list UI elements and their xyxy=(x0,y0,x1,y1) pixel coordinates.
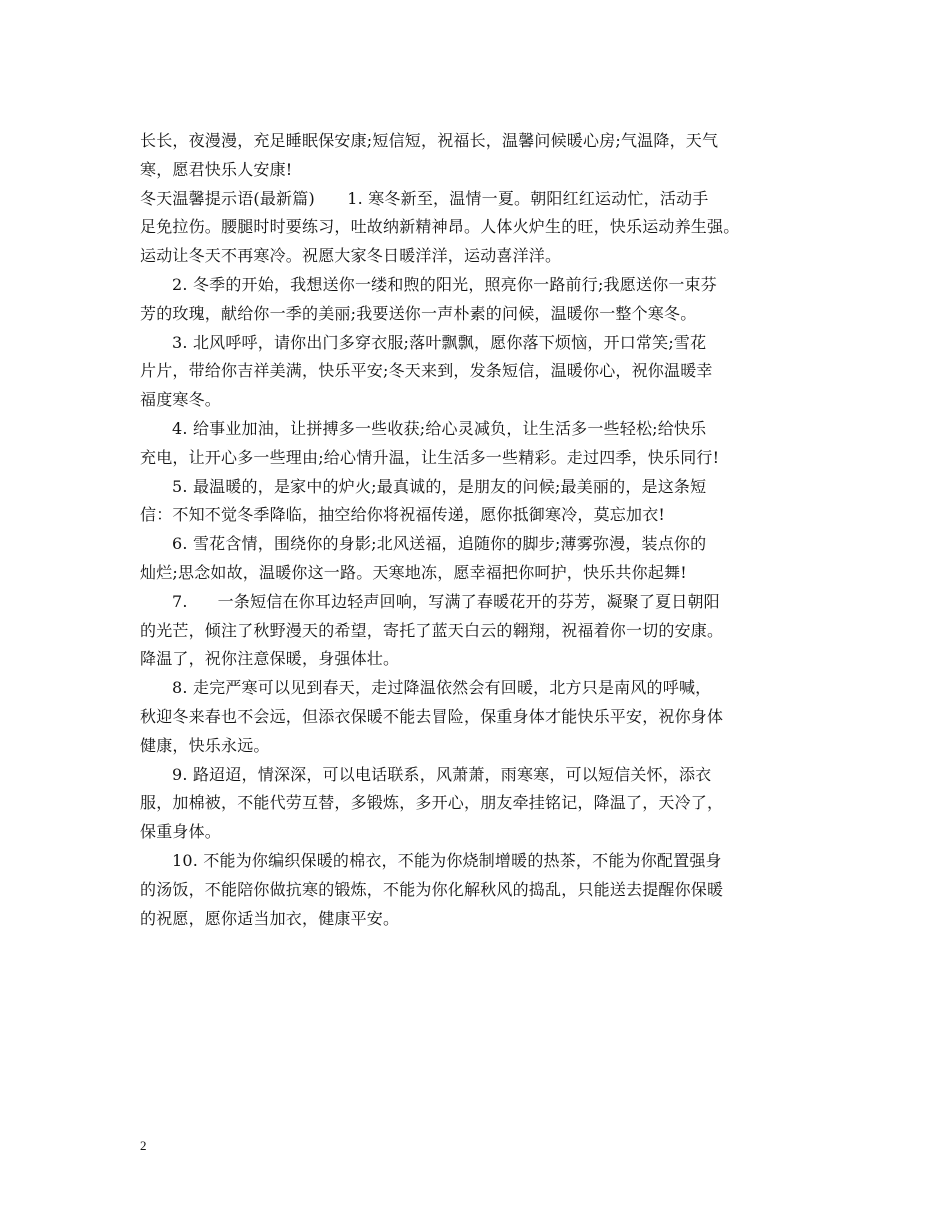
text-line: 降温了，祝你注意保暖，身强体壮。 xyxy=(140,649,400,669)
text-line: 信：不知不觉冬季降临，抽空给你将祝福传递，愿你抵御寒冷，莫忘加衣! xyxy=(140,505,666,525)
text-line: 长长，夜漫漫，充足睡眠保安康;短信短，祝福长，温馨问候暖心房;气温降，天气 xyxy=(140,131,719,150)
text-line: 4. 给事业加油，让拼搏多一些收获;给心灵减负，让生活多一些轻松;给快乐 xyxy=(172,418,707,438)
text-line: 福度寒冬。 xyxy=(140,390,222,410)
text-line: 9. 路迢迢，情深深，可以电话联系，风萧萧，雨寒寒，可以短信关怀，添衣 xyxy=(172,764,712,784)
document-body xyxy=(140,127,816,933)
text-line: 片片，带给你吉祥美满，快乐平安;冬天来到，发条短信，温暖你心，祝你温暖幸 xyxy=(140,361,713,381)
text-line: 充电，让开心多一些理由;给心情升温，让生活多一些精彩。走过四季，快乐同行! xyxy=(140,447,720,467)
text-line: 的祝愿，愿你适当加衣，健康平安。 xyxy=(140,908,400,928)
text-line: 保重身体。 xyxy=(140,822,222,842)
text-line: 运动让冬天不再寒冷。祝愿大家冬日暖洋洋，运动喜洋洋。 xyxy=(140,246,562,266)
text-line: 2. 冬季的开始，我想送你一缕和煦的阳光，照亮你一路前行;我愿送你一束芬 xyxy=(172,274,717,294)
text-line: 10. 不能为你编织保暖的棉衣，不能为你烧制增暖的热茶，不能为你配置强身 xyxy=(172,850,722,870)
text-line: 的光芒，倾注了秋野漫天的希望，寄托了蓝天白云的翱翔，祝福着你一切的安康。 xyxy=(140,620,724,640)
text-line xyxy=(140,588,816,617)
text-line: 服，加棉被，不能代劳互替，多锻炼，多开心，朋友牵挂铭记，降温了，天冷了， xyxy=(140,793,724,813)
text-line: 灿烂;思念如故，温暖你这一路。天寒地冻，愿幸福把你呵护，快乐共你起舞! xyxy=(140,562,687,582)
text-line: 3. 北风呼呼，请你出门多穿衣服;落叶飘飘，愿你落下烦恼，开口常笑;雪花 xyxy=(172,332,707,352)
text-line: 寒，愿君快乐人安康! xyxy=(140,159,293,179)
text-line: 5. 最温暖的，是家中的炉火;最真诚的，是朋友的问候;最美丽的，是这条短 xyxy=(172,476,707,496)
text-line: 8. 走完严寒可以见到春天，走过降温依然会有回暖，北方只是南风的呼喊， xyxy=(172,678,712,698)
text-line: 秋迎冬来春也不会远，但添衣保暖不能去冒险，保重身体才能快乐平安，祝你身体 xyxy=(140,706,724,726)
text-line: 足免拉伤。腰腿时时要练习，吐故纳新精神昂。人体火炉生的旺，快乐运动养生强。 xyxy=(140,217,740,237)
text-line: 芳的玫瑰，献给你一季的美丽;我要送你一声朴素的问候，温暖你一整个寒冬。 xyxy=(140,303,697,323)
item-text: 一条短信在你耳边轻声回响，写满了春暖花开的芬芳，凝聚了夏日朝阳 xyxy=(217,591,720,611)
text-line: 6. 雪花含情，围绕你的身影;北风送福，追随你的脚步;薄雾弥漫，装点你的 xyxy=(172,534,707,554)
item-number: 7. xyxy=(172,591,188,611)
page-number: 2 xyxy=(140,1138,147,1153)
text-line: 健康，快乐永远。 xyxy=(140,735,270,755)
text-line: 的汤饭，不能陪你做抗寒的锻炼，不能为你化解秋风的捣乱，只能送去提醒你保暖 xyxy=(140,879,724,899)
text-line: 冬天温馨提示语(最新篇) 1. 寒冬新至，温情一夏。朝阳红红运动忙，活动手 xyxy=(140,188,709,208)
